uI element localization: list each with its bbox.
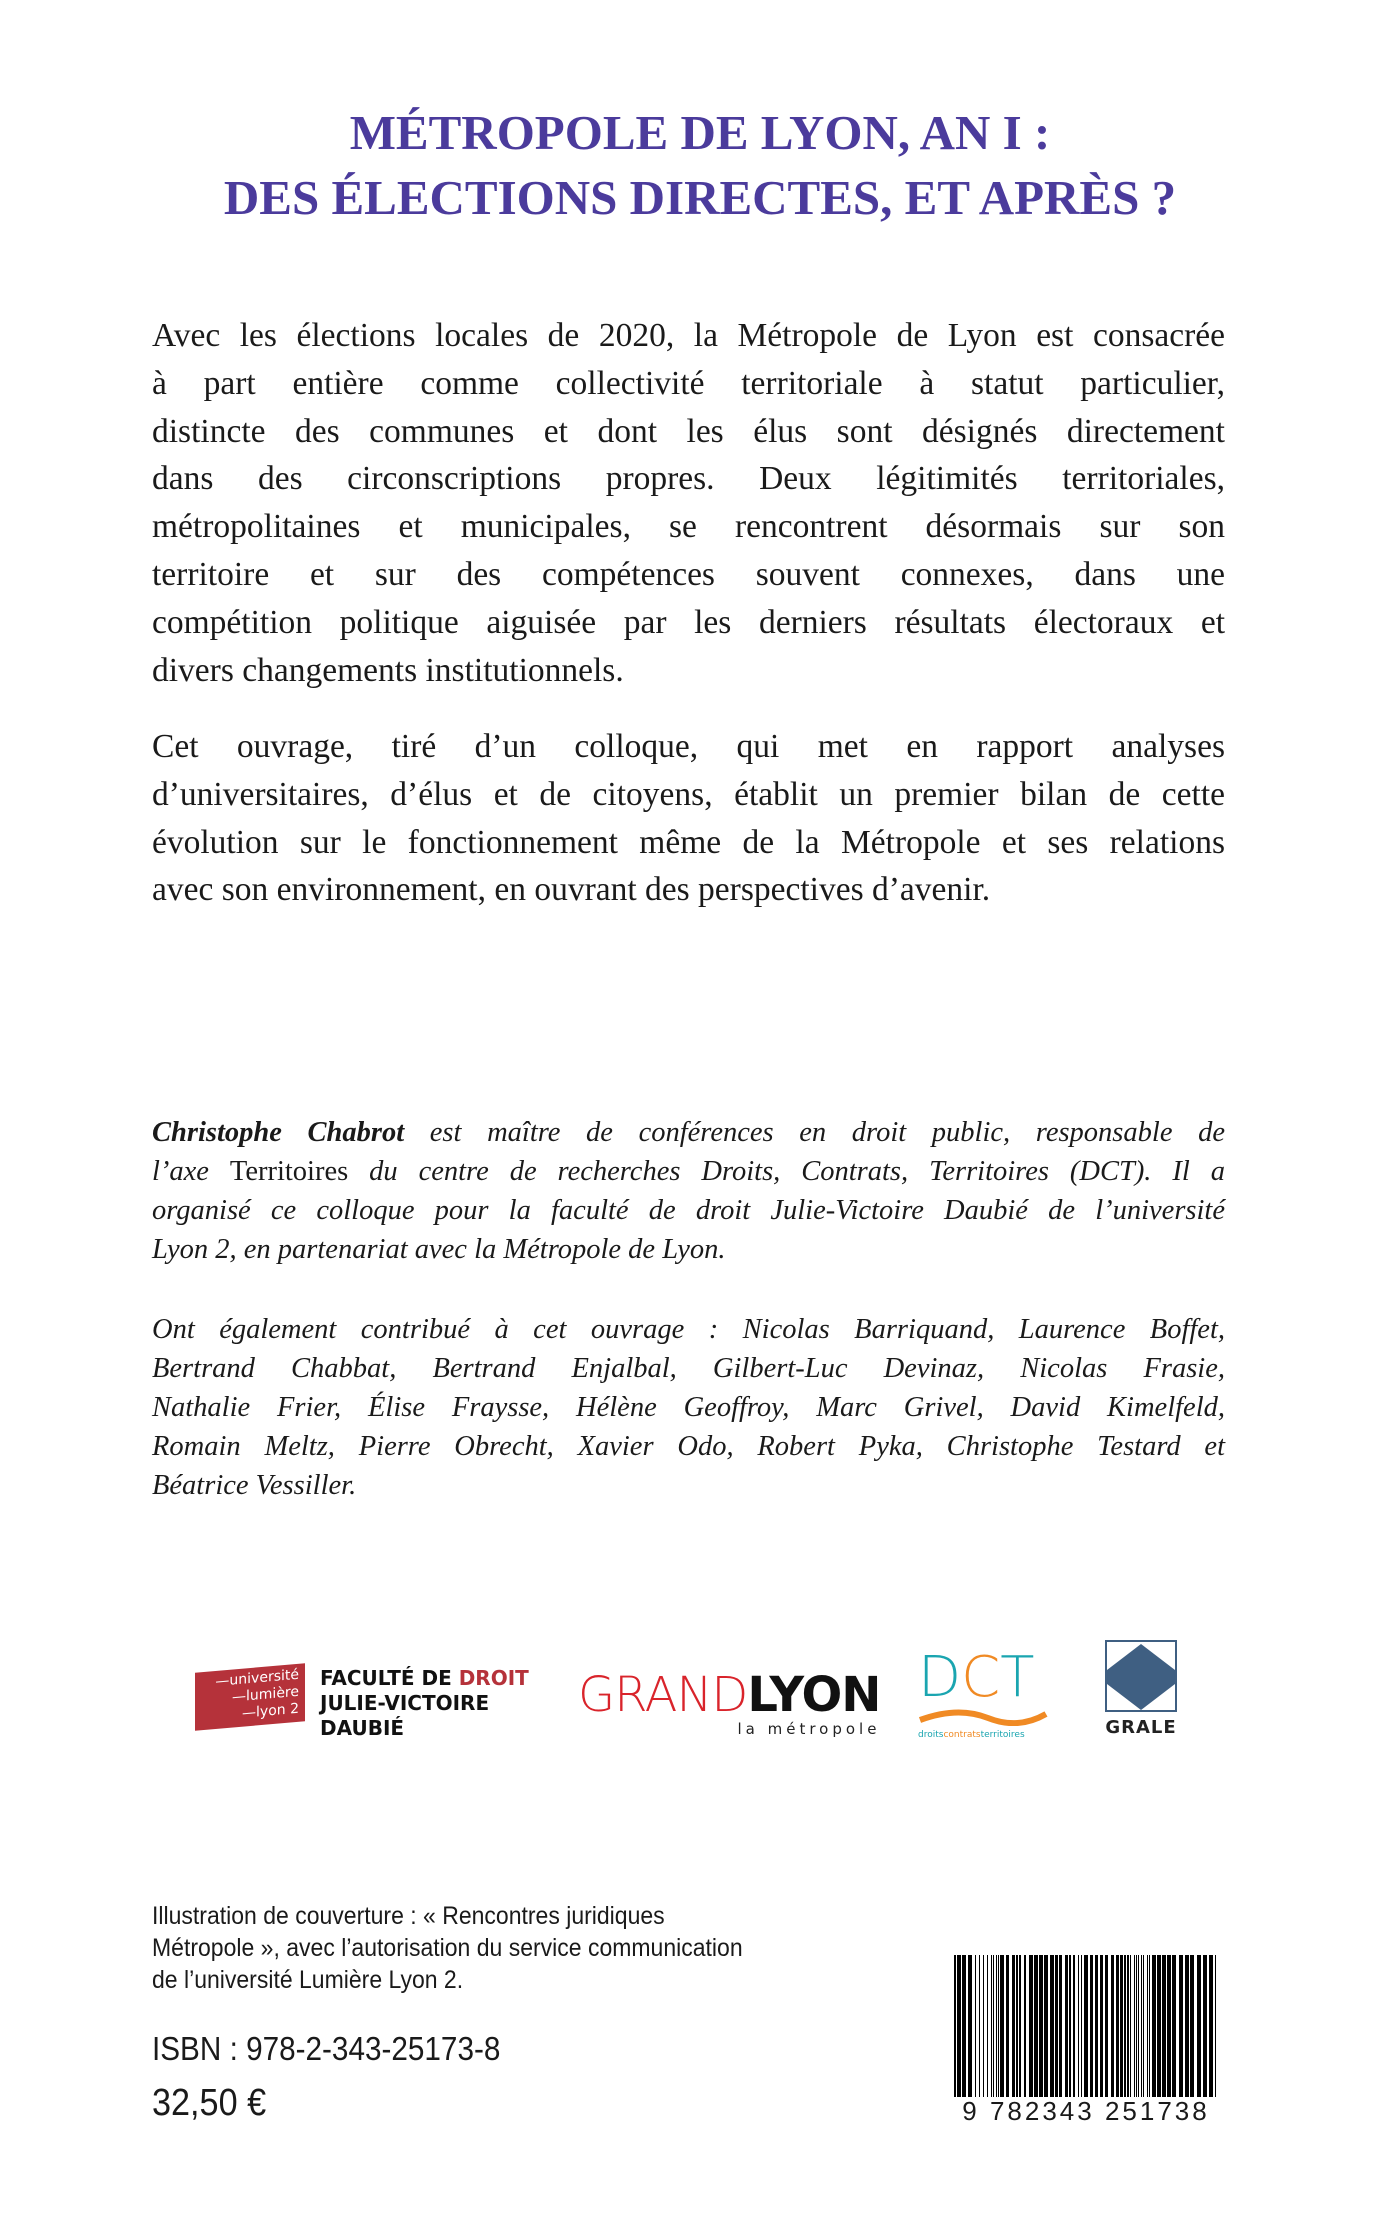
barcode-bar [983,1955,984,2105]
text: GRAND [578,1667,748,1723]
summary-paragraph-2 [152,723,1225,914]
barcode-bar [1215,1955,1216,2105]
text-line: compétition politique aiguisée par les derniers résultats électoraux et [152,603,1225,641]
text: FACULTÉ DE [320,1666,459,1690]
author-bio [152,1113,1225,1269]
text-line: territoire et sur des compétences souvent connexes, dans une [152,555,1225,593]
barcode-bar [968,1955,972,2105]
text-line: Métropole », avec l’autorisation du service communication [152,1934,743,1962]
summary-paragraph-1 [152,312,1225,694]
barcode-bar [1029,1955,1033,2105]
barcode-bars [950,1955,1222,2105]
text-line: Illustration de couverture : « Rencontres juridiques [152,1902,665,1930]
barcode-bar [1157,1955,1161,2105]
barcode-bar [1134,1955,1135,2105]
barcode-bar [1136,1955,1137,2105]
text: —lumière [232,1683,299,1706]
barcode-bar [1024,1955,1026,2105]
text-line [152,1152,1225,1191]
barcode-bar [1105,1955,1108,2105]
author-name: Christophe Chabrot [152,1117,405,1148]
text: JULIE-VICTOIRE [320,1691,490,1715]
book-title [0,100,1400,230]
barcode-bar [1152,1955,1156,2105]
text: GRALE [1105,1717,1177,1738]
barcode-bar [1006,1955,1009,2105]
barcode-bar [1039,1955,1043,2105]
barcode [950,1955,1222,2125]
barcode-bar [1055,1955,1058,2105]
logo-lyon2 [195,1663,305,1731]
barcode-bar [962,1955,966,2105]
text-line: divers changements institutionnels. [152,651,624,689]
barcode-bar [975,1955,976,2105]
barcode-bar [1138,1955,1139,2105]
text-line: évolution sur le fonctionnement même de la Métropole et ses relations [152,823,1225,861]
text-line: Bertrand Chabbat, Bertrand Enjalbal, Gilbert-Luc Devinaz, Nicolas Frasie, [152,1353,1225,1384]
text-line: distincte des communes et dont les élus sont désignés directement [152,412,1225,450]
barcode-bar [1095,1955,1098,2105]
barcode-bar [1172,1955,1176,2105]
barcode-bar [1034,1955,1038,2105]
grale-hexagon-icon [1105,1640,1177,1712]
text-line: Nathalie Frier, Élise Fraysse, Hélène Geoffroy, Marc Grivel, David Kimelfeld, [152,1392,1225,1423]
text: est maître de conférences en droit public, responsable de [404,1117,1226,1148]
barcode-digits: 9 782343 251738 [950,2097,1222,2125]
text: C [961,1645,1001,1710]
barcode-bar [1120,1955,1123,2105]
barcode-bar [1124,1955,1126,2105]
barcode-bar [1127,1955,1129,2105]
logo-dct [918,1645,1052,1740]
text-line: organisé ce colloque pour la faculté de droit Julie-Victoire Daubié de l’université [152,1195,1225,1226]
logo-grale [1105,1640,1177,1738]
barcode-bar [979,1955,980,2105]
barcode-bar [1073,1955,1075,2105]
text-line: Romain Meltz, Pierre Obrecht, Xavier Odo, Robert Pyka, Christophe Testard et [152,1431,1225,1462]
partner-logos [0,1640,1400,1760]
barcode-bar [996,1955,997,2105]
barcode-bar [1012,1955,1015,2105]
title-line: DES ÉLECTIONS DIRECTES, ET APRÈS ? [223,170,1177,225]
text-line [152,1113,1225,1152]
barcode-bar [1143,1955,1144,2105]
barcode-bar [1078,1955,1079,2105]
text-line: avec son environnement, en ouvrant des perspectives d’avenir. [152,871,991,909]
contributors [152,1310,1225,1505]
text: —université [215,1666,299,1691]
text-line: Avec les élections locales de 2020, la Métropole de Lyon est consacrée [152,317,1225,354]
text: D [918,1645,962,1710]
text: contrats [943,1730,981,1740]
barcode-bar [1081,1955,1082,2105]
barcode-bar [1116,1955,1119,2105]
logo-faculte-droit [320,1666,529,1741]
text-line: dans des circonscriptions propres. Deux légitimités territoriales, [152,460,1225,498]
barcode-bar [998,1955,999,2105]
barcode-bar [1185,1955,1189,2105]
text: Territoires [229,1156,349,1187]
barcode-bar [1111,1955,1114,2105]
text-line: à part entière comme collectivité territoriale à statut particulier, [152,364,1225,402]
barcode-bar [1100,1955,1103,2105]
barcode-bar [991,1955,992,2105]
barcode-bar [1016,1955,1018,2105]
text-line: de l’université Lumière Lyon 2. [152,1966,464,1994]
barcode-bar [1190,1955,1194,2105]
barcode-bar [957,1955,961,2105]
barcode-bar [1179,1955,1183,2105]
title-line: MÉTROPOLE DE LYON, AN I : [349,105,1051,160]
text: la métropole [737,1720,881,1738]
barcode-bar [1209,1955,1213,2105]
barcode-bar [1019,1955,1021,2105]
barcode-bar [1044,1955,1048,2105]
text-line: d’universitaires, d’élus et de citoyens, établit un premier bilan de cette [152,775,1225,813]
barcode-bar [1090,1955,1093,2105]
text: du centre de recherches Droits, Contrats, Territoires (DCT). Il a [348,1156,1225,1187]
text-line: Ont également contribué à cet ouvrage : Nicolas Barriquand, Laurence Boffet, [152,1314,1225,1345]
logo-grandlyon [578,1667,881,1738]
barcode-bar [993,1955,994,2105]
text: droits [918,1730,944,1740]
barcode-bar [987,1955,988,2105]
barcode-bar [1162,1955,1166,2105]
text: l’axe [152,1156,230,1187]
cover-illustration-credit [152,1900,743,1996]
text: territoires [980,1730,1025,1740]
isbn: ISBN : 978-2-343-25173-8 [152,2030,501,2067]
barcode-bar [1147,1955,1148,2105]
barcode-bar [1069,1955,1071,2105]
barcode-bar [1203,1955,1207,2105]
barcode-bar [1167,1955,1171,2105]
text: —lyon 2 [242,1700,299,1722]
text-line: Cet ouvrage, tiré d’un colloque, qui met en rapport analyses [152,728,1225,765]
price: 32,50 € [152,2082,267,2124]
text: LYON [747,1667,881,1723]
barcode-bar [1149,1955,1150,2105]
text: DROIT [458,1666,529,1690]
barcode-bar [1065,1955,1068,2105]
barcode-bar [1084,1955,1088,2105]
barcode-bar [1197,1955,1201,2105]
text-line: Lyon 2, en partenariat avec la Métropole de Lyon. [152,1234,726,1265]
barcode-bar [1130,1955,1131,2105]
text: DAUBIÉ [320,1716,405,1740]
barcode-bar [954,1955,956,2105]
barcode-bar [1000,1955,1004,2105]
barcode-bar [1141,1955,1142,2105]
barcode-bar [1059,1955,1062,2105]
text: T [1000,1645,1035,1710]
wave-icon [918,1708,1048,1726]
barcode-bar [1050,1955,1054,2105]
text-line: métropolitaines et municipales, se rencontrent désormais sur son [152,508,1225,546]
text-line: Béatrice Vessiller. [152,1470,357,1501]
